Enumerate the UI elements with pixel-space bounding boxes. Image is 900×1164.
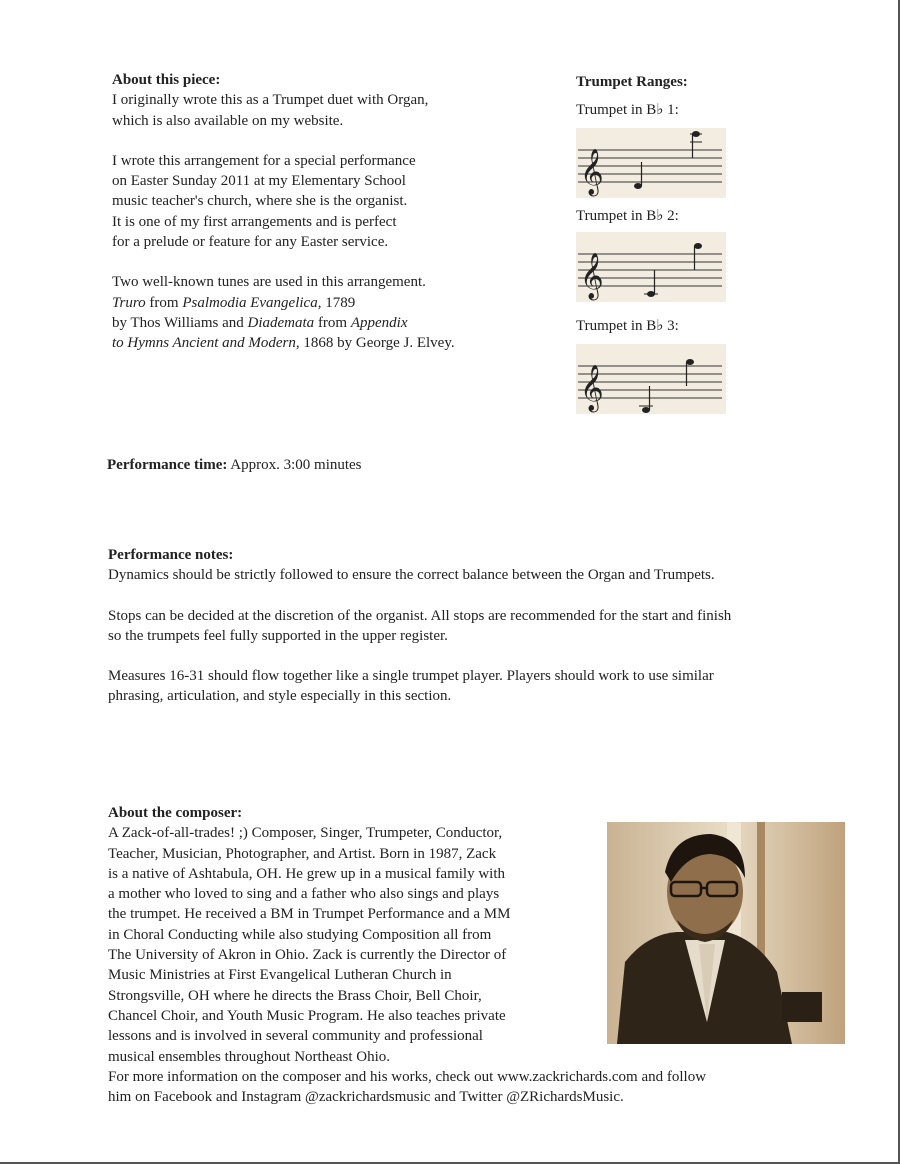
about-piece-line: It is one of my first arrangements and is perfect (112, 213, 397, 230)
text-fragment: , 1789 (317, 294, 356, 311)
staff-image-1 (576, 128, 726, 198)
performance-notes-line: phrasing, articulation, and style especially in this section. (108, 688, 452, 705)
performance-notes-heading: Performance notes: (108, 547, 234, 563)
about-piece-line: on Easter Sunday 2011 at my Elementary School (112, 173, 406, 190)
trumpet-ranges-heading: Trumpet Ranges: (576, 74, 688, 90)
range-label-3: Trumpet in B♭ 3: (576, 318, 679, 334)
about-composer-line: For more information on the composer and his works, check out www.zackrichards.com and follow (108, 1068, 707, 1085)
performance-notes-section (108, 545, 878, 707)
about-composer-line: him on Facebook and Instagram @zackrichardsmusic and Twitter @ZRichardsMusic. (108, 1089, 624, 1106)
about-composer-line: Teacher, Musician, Photographer, and Artist. Born in 1987, Zack (108, 845, 497, 862)
about-piece-line (112, 313, 552, 333)
about-composer-heading: About the composer: (108, 805, 243, 821)
performance-time (107, 455, 362, 475)
performance-time-line (107, 455, 362, 475)
range-label-2: Trumpet in B♭ 2: (576, 208, 679, 224)
source-appendix: Appendix (350, 314, 408, 331)
performance-time-value: Approx. 3:00 minutes (227, 457, 362, 473)
about-piece-line: I originally wrote this as a Trumpet duet with Organ, (112, 92, 429, 109)
about-piece-line (112, 293, 552, 313)
about-composer-line: in Choral Conducting while also studying Composition all from (108, 926, 492, 943)
about-piece-heading: About this piece: (112, 72, 221, 88)
note-low (647, 291, 655, 297)
performance-notes-line: Stops can be decided at the discretion of the organist. All stops are recommended for the start and finish (108, 607, 732, 624)
range-label-1: Trumpet in B♭ 1: (576, 102, 679, 118)
composer-photo (607, 822, 845, 1044)
staff-image-3 (576, 344, 726, 414)
performance-time-label: Performance time: (107, 457, 228, 473)
about-composer-line: a mother who loved to sing and a father who also sings and plays (108, 886, 500, 903)
about-piece-section (112, 70, 552, 354)
note-high (692, 131, 700, 137)
performance-notes-line: so the trumpets feel fully supported in the upper register. (108, 627, 448, 644)
text-fragment: by Thos Williams and (112, 314, 248, 331)
about-composer-line: Strongsville, OH where he directs the Brass Choir, Bell Choir, (108, 987, 482, 1004)
source-psalmodia: Psalmodia Evangelica (182, 294, 318, 311)
treble-clef-icon: 𝄞 (580, 149, 604, 195)
about-composer-line: lessons and is involved in several community and professional (108, 1028, 483, 1045)
about-piece-line: Two well-known tunes are used in this arrangement. (112, 274, 426, 291)
treble-clef-icon: 𝄞 (580, 253, 604, 299)
performance-notes-line: Dynamics should be strictly followed to ensure the correct balance between the Organ and Trumpets. (108, 567, 715, 584)
tune-name-diademata: Diademata (247, 314, 315, 331)
text-fragment: from (145, 294, 183, 311)
about-composer-line: Music Ministries at First Evangelical Lutheran Church in (108, 967, 452, 984)
about-piece-line (112, 333, 552, 353)
staff-image-2 (576, 232, 726, 302)
source-hymns: to Hymns Ancient and Modern (112, 335, 296, 352)
about-composer-line: A Zack-of-all-trades! ;) Composer, Singer, Trumpeter, Conductor, (108, 825, 503, 842)
about-piece-line: music teacher's church, where she is the organist. (112, 193, 408, 210)
about-composer-line: The University of Akron in Ohio. Zack is currently the Director of (108, 947, 507, 964)
about-piece-line: which is also available on my website. (112, 112, 344, 129)
note-low (634, 183, 642, 189)
note-high (694, 243, 702, 249)
about-composer-line: the trumpet. He received a BM in Trumpet Performance and a MM (108, 906, 511, 923)
tune-name-truro: Truro (112, 294, 146, 311)
about-composer-line: is a native of Ashtabula, OH. He grew up in a musical family with (108, 865, 505, 882)
about-piece-line: I wrote this arrangement for a special performance (112, 152, 416, 169)
about-composer-line: Chancel Choir, and Youth Music Program. He also teaches private (108, 1007, 506, 1024)
text-fragment: , 1868 by George J. Elvey. (295, 335, 455, 352)
performance-notes-line: Measures 16-31 should flow together like a single trumpet player. Players should work to use similar (108, 668, 714, 685)
text-fragment: from (314, 314, 351, 331)
about-composer-line: musical ensembles throughout Northeast Ohio. (108, 1048, 391, 1065)
about-piece-line: for a prelude or feature for any Easter service. (112, 234, 389, 251)
treble-clef-icon: 𝄞 (580, 365, 604, 411)
note-high (686, 359, 694, 365)
note-low (642, 407, 650, 413)
